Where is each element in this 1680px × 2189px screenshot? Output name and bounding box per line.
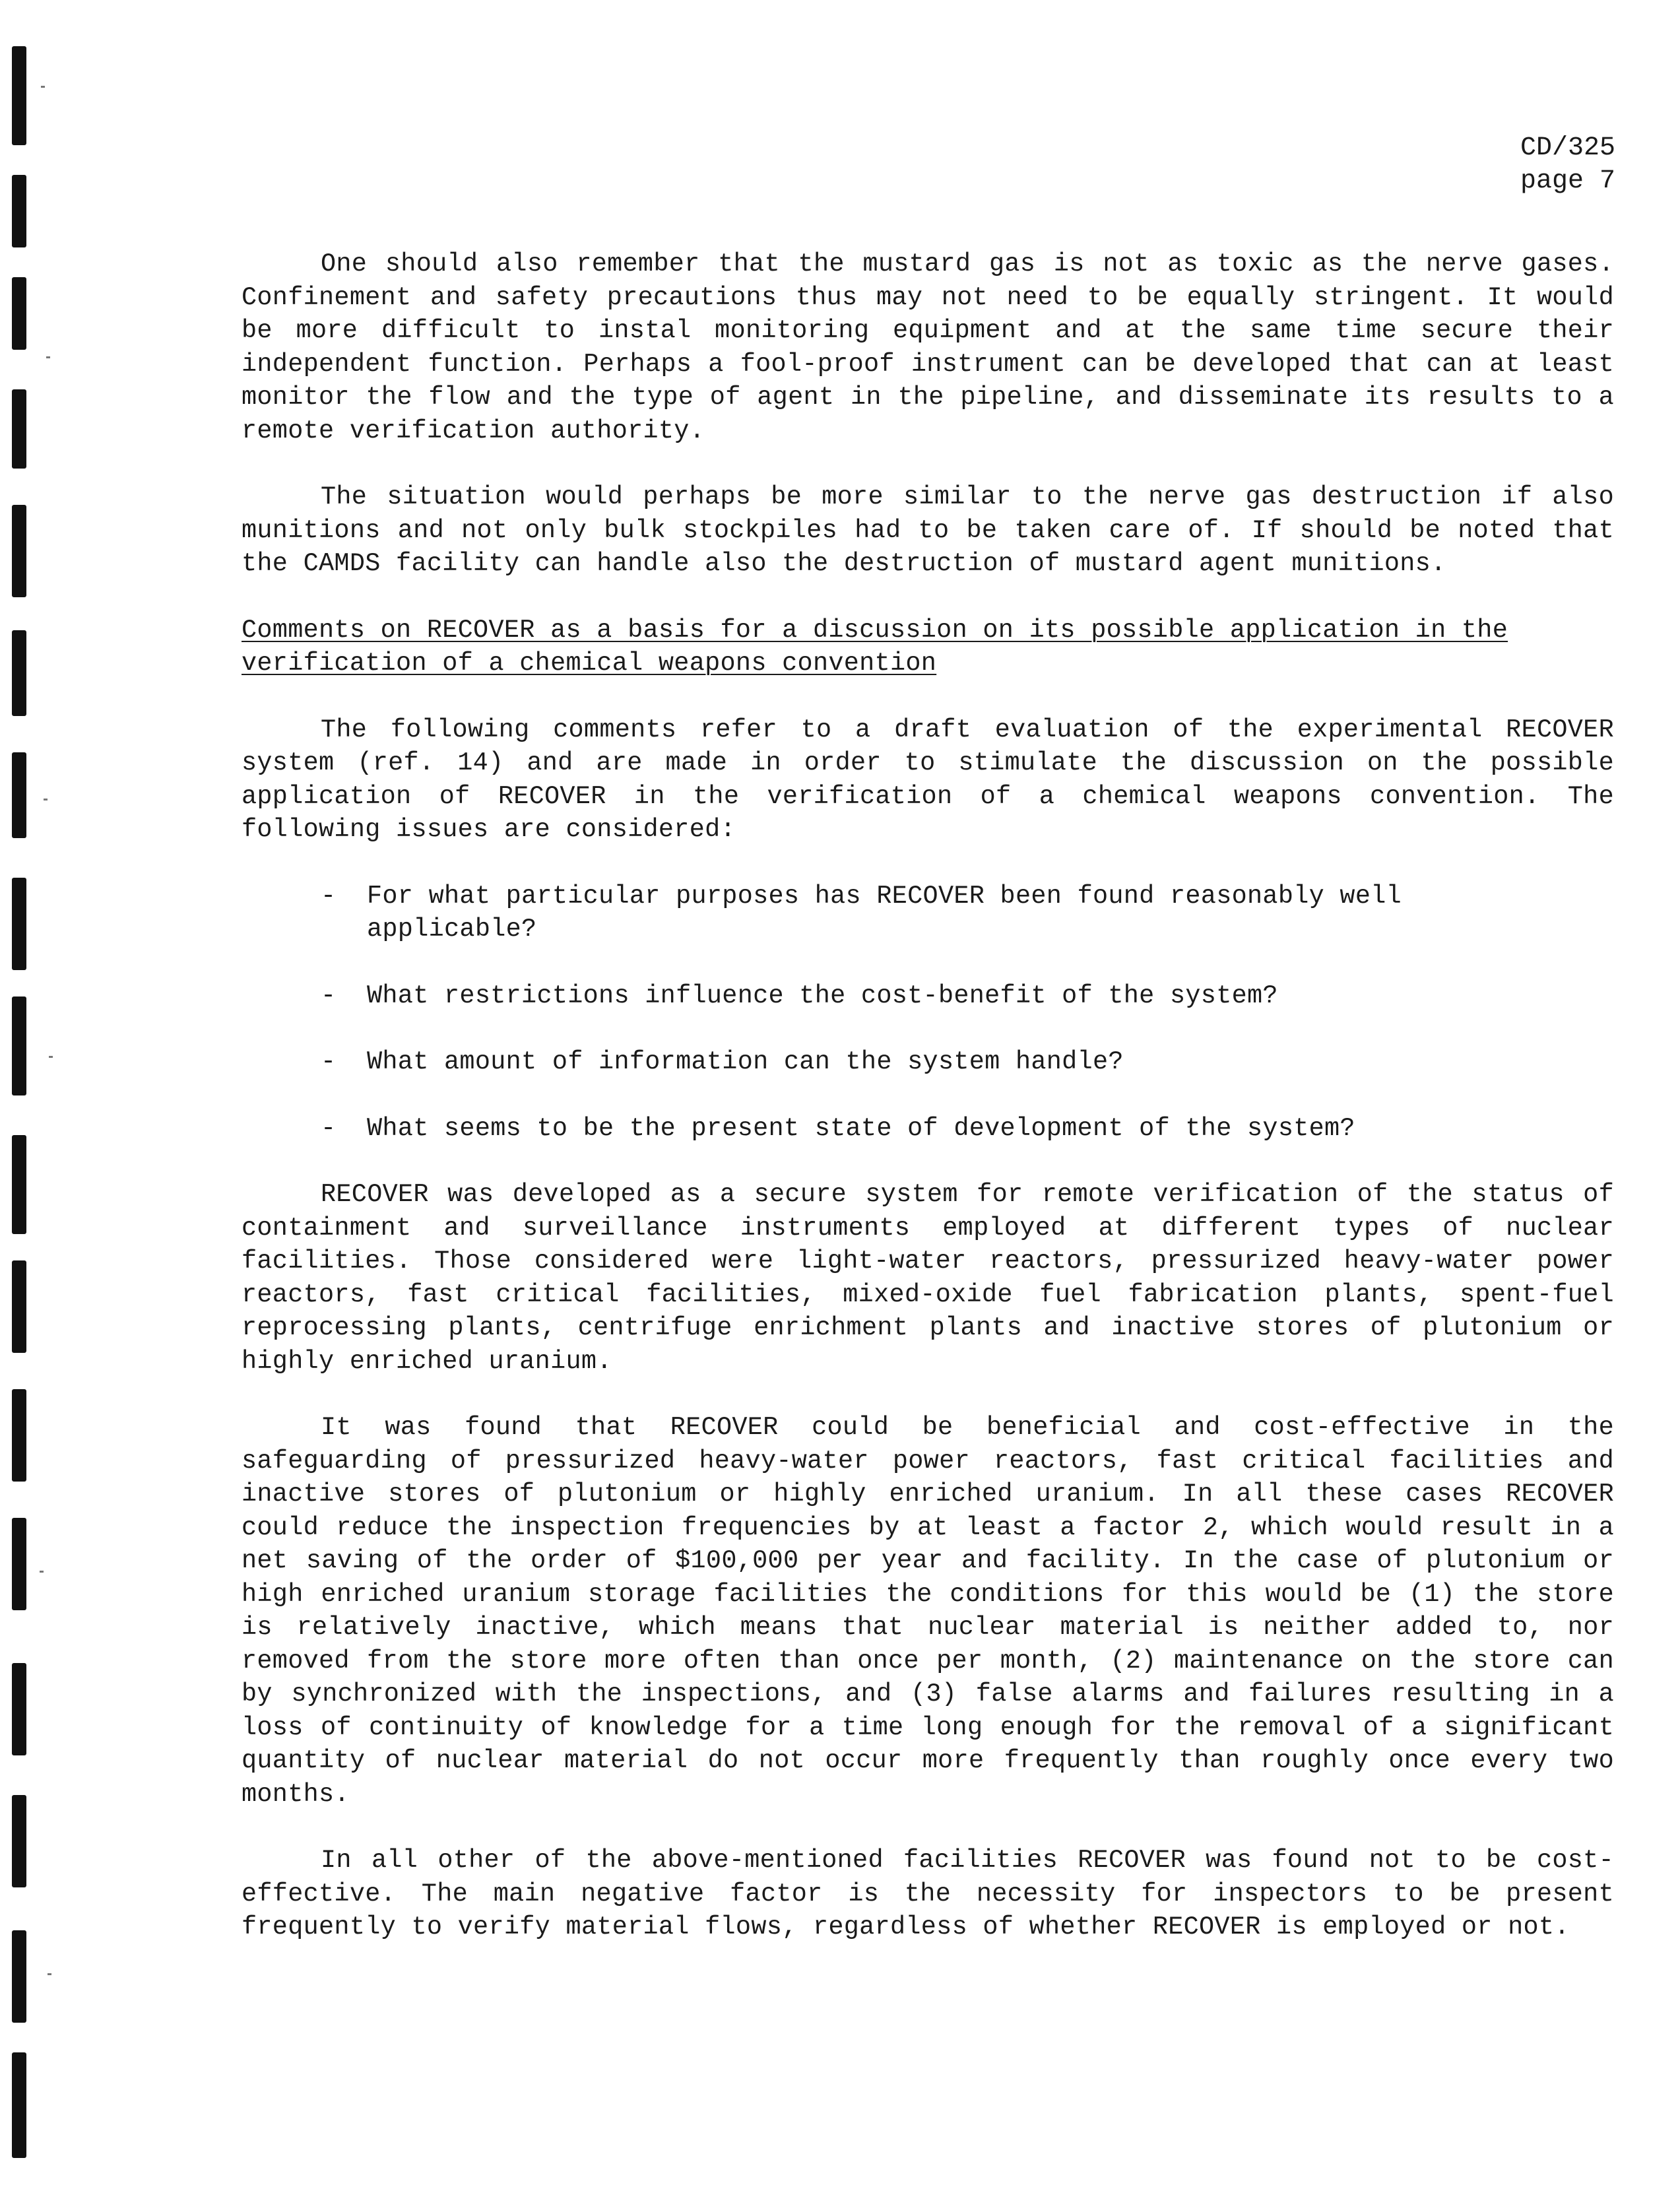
scan-speck <box>40 1571 44 1573</box>
document-header <box>1520 132 1615 198</box>
scan-speck <box>48 1973 51 1975</box>
list-item <box>242 880 1614 946</box>
binding-mark <box>12 1135 26 1234</box>
scan-speck <box>49 1056 53 1058</box>
paragraph-recover-not-cost-effective: In all other of the above-mentioned facilities RECOVER was found not to be cost-effective. The main negative factor is the necessity for inspectors to be present frequently to verify material flows, regardless of whether RECOVER is employed or not. <box>242 1846 1614 1942</box>
list-item-text: For what particular purposes has RECOVER been found reasonably well applicable? <box>367 881 1402 944</box>
binding-mark <box>12 175 26 247</box>
binding-mark <box>12 2052 26 2158</box>
binding-mark <box>12 389 26 469</box>
document-body <box>242 247 1614 1944</box>
list-dash: - <box>321 981 337 1010</box>
binding-mark <box>12 1260 26 1353</box>
paragraph-recover-findings: It was found that RECOVER could be beneficial and cost-effective in the safeguarding of pressurized heavy-water power reactors, fast critical facilities and inactive stores of plutonium or highly enriched uranium. In all these cases RECOVER could reduce the inspection frequencies by at least a factor 2, which would result in a net saving of the order of $100,000 per year and facility. In the case of plutonium or high enriched uranium storage facilities the conditions for this would be (1) the store is relatively inactive, which means that nuclear material is neither added to, nor removed from the store more often than once per month, (2) maintenance on the store can by synchronized with the inspections, and (3) false alarms and failures resulting in a loss of continuity of knowledge for a time long enough for the removal of a significant quantity of nuclear material do not occur more frequently than roughly once every two months. <box>242 1413 1614 1809</box>
scan-speck <box>41 86 45 88</box>
list-item <box>242 979 1614 1013</box>
list-dash: - <box>321 1113 337 1143</box>
binding-mark <box>12 1795 26 1887</box>
list-item <box>242 1045 1614 1079</box>
paragraph-recover-development: RECOVER was developed as a secure system for remote verification of the status of containment and surveillance instruments employed at different types of nuclear facilities. Those considered were light-water reactors, pressurized heavy-water power reactors, fast critical facilities, mixed-oxide fuel fabrication plants, spent-fuel reprocessing plants, centrifuge enrichment plants and inactive stores of plutonium or highly enriched uranium. <box>242 1180 1614 1376</box>
binding-mark <box>12 46 26 145</box>
list-item-text: What amount of information can the system handle? <box>367 1047 1124 1076</box>
issues-list <box>242 880 1614 1146</box>
section-heading: Comments on RECOVER as a basis for a discussion on its possible application in the verification of a chemical weapons convention <box>242 615 1508 678</box>
binding-mark <box>12 630 26 716</box>
binding-mark <box>12 505 26 597</box>
page-number: page 7 <box>1520 166 1615 196</box>
paragraph-recover-intro: The following comments refer to a draft evaluation of the experimental RECOVER system (ref. 14) and are made in order to stimulate the discussion on the possible application of RECOVER in the verification of a chemical weapons convention. The following issues are considered: <box>242 715 1614 844</box>
paragraph-mustard-gas: One should also remember that the mustard gas is not as toxic as the nerve gases. Confinement and safety precautions thus may not need to be equally stringent. It would be more difficult to instal monitoring equipment and at the same time secure their independent function. Perhaps a fool-proof instrument can be developed that can at least monitor the flow and the type of agent in the pipeline, and disseminate its results to a remote verification authority. <box>242 249 1614 445</box>
paragraph-munitions: The situation would perhaps be more similar to the nerve gas destruction if also munitions and not only bulk stockpiles had to be taken care of. If should be noted that the CAMDS facility can handle also the destruction of mustard agent munitions. <box>242 482 1614 578</box>
document-id: CD/325 <box>1520 133 1615 163</box>
binding-mark <box>12 996 26 1095</box>
binding-mark <box>12 1930 26 2023</box>
list-item-text: What seems to be the present state of development of the system? <box>367 1113 1355 1143</box>
scanner-binding-marks <box>0 0 79 2189</box>
binding-mark <box>12 752 26 838</box>
scan-speck <box>44 799 48 800</box>
binding-mark <box>12 1518 26 1610</box>
binding-mark <box>12 1389 26 1482</box>
binding-mark <box>12 1663 26 1755</box>
list-dash: - <box>321 1047 337 1076</box>
scan-speck <box>46 356 50 358</box>
list-item-text: What restrictions influence the cost-benefit of the system? <box>367 981 1278 1010</box>
list-dash: - <box>321 881 337 911</box>
binding-mark <box>12 878 26 970</box>
list-item <box>242 1112 1614 1146</box>
binding-mark <box>12 277 26 350</box>
